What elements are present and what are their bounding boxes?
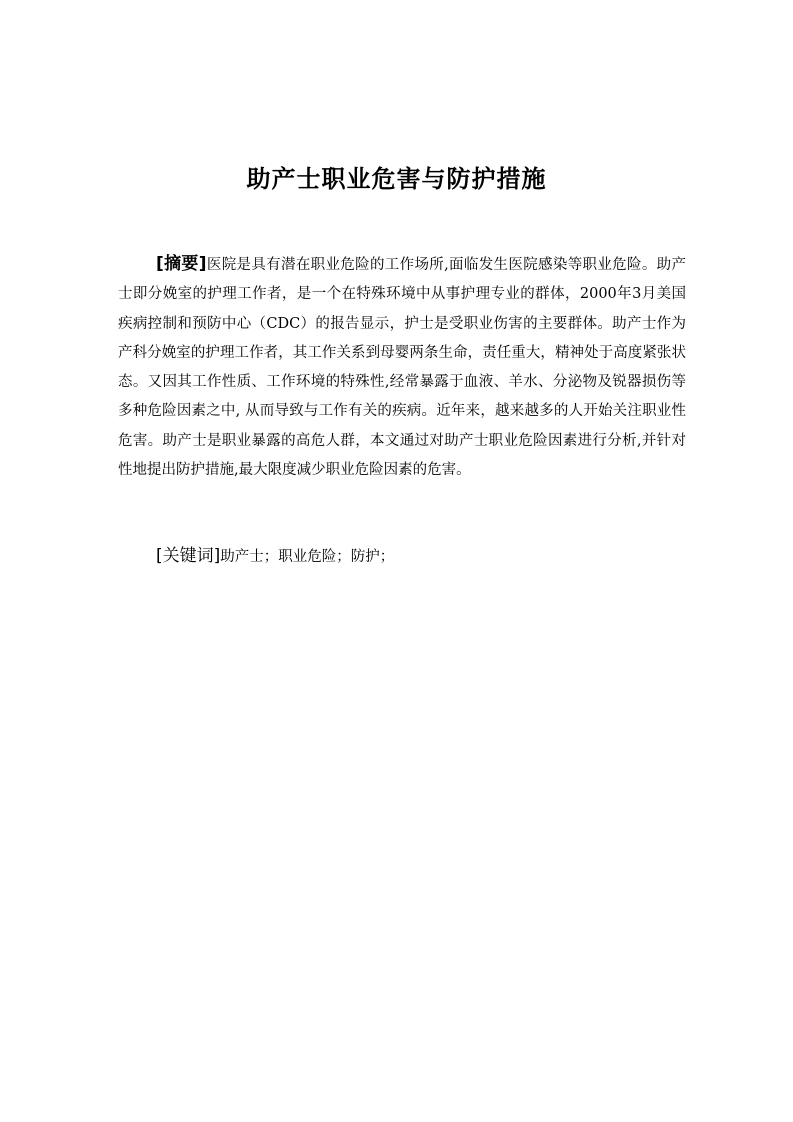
abstract-label: [摘要]: [156, 254, 207, 274]
keywords-label: [关键词]: [156, 546, 221, 566]
keywords-paragraph: [118, 542, 686, 572]
document-title: 助产士职业危害与防护措施: [246, 165, 547, 193]
abstract-text: 医院是具有潜在职业危险的工作场所,面临发生医院感染等职业危险。助产士即分娩室的护理工作者，是一个在特殊环境中从事护理专业的群体，2000年3月美国疾病控制和预防中心（CDC）的报告显示，护士是受职业伤害的主要群体。助产士作为产科分娩室的护理工作者，其工作关系到母婴两条生命，责任重大，精神处于高度紧张状态。又因其工作性质、工作环境的特殊性,经常暴露于血液、羊水、分泌物及锐器损伤等多种危险因素之中, 从而导致与工作有关的疾病。近年来，越来越多的人开始关注职业性危害。助产士是职业暴露的高危人群，本文通过对助产士职业危险因素进行分析,并针对性地提出防护措施,最大限度减少职业危险因素的危害。: [118, 257, 686, 479]
abstract-paragraph: [118, 250, 686, 485]
keywords-text: 助产士；职业危险；防护；: [220, 549, 395, 565]
